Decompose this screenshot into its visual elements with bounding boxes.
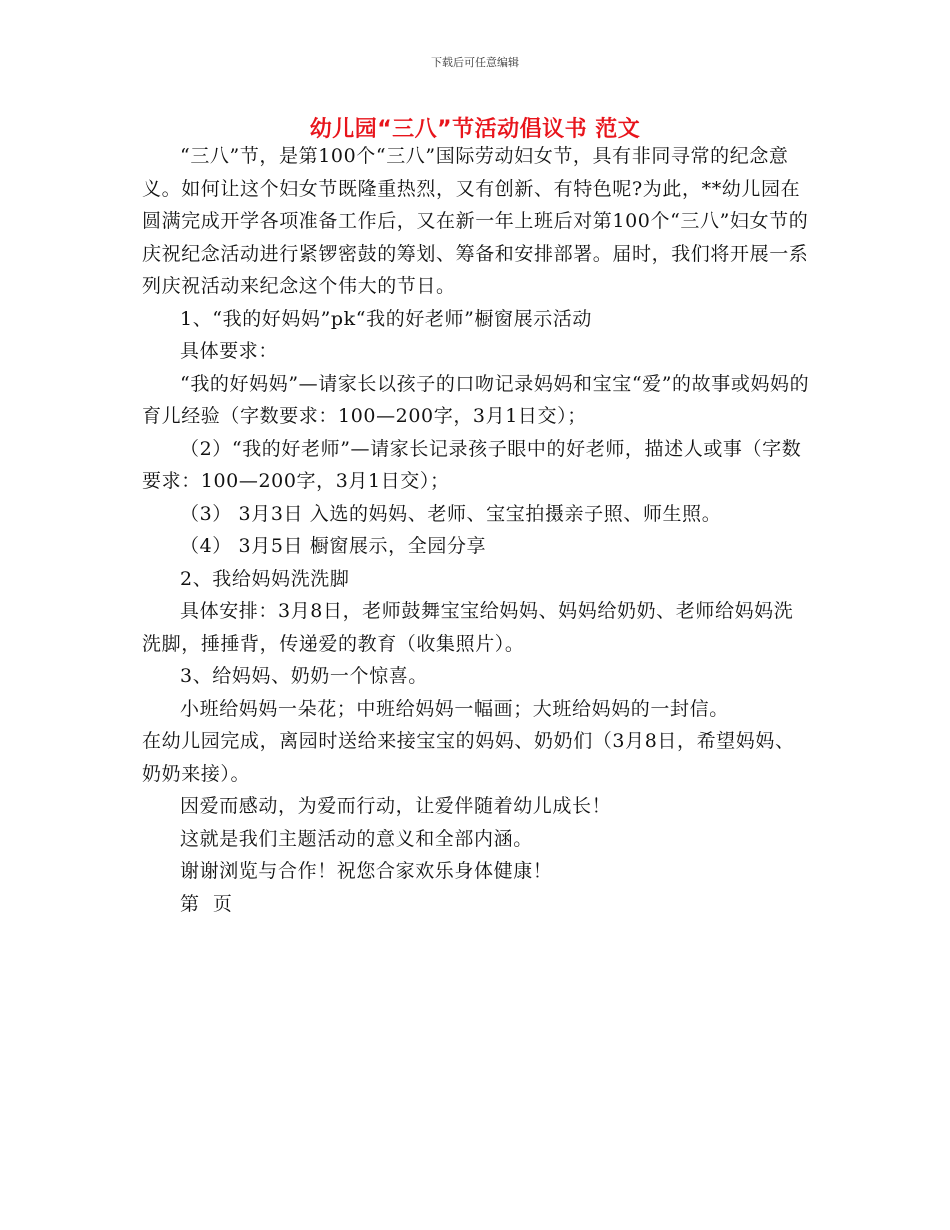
closing-line-3: 谢谢浏览与合作！祝您合家欢乐身体健康！ (180, 860, 553, 882)
closing-line-1: 因爱而感动，为爱而行动，让爱伴随着幼儿成长！ (180, 795, 612, 817)
item-3-detail: 小班给妈妈一朵花；中班给妈妈一幅画；大班给妈妈的一封信。 (180, 697, 729, 720)
requirements-label: 具体要求： (180, 340, 279, 362)
closing-line-2: 这就是我们主题活动的意义和全部内涵。 (180, 827, 533, 850)
item-3-delivery: 在幼儿园完成，离园时送给来接宝宝的妈妈、奶奶们（3月8日，希望妈妈、奶奶来接）。 (142, 730, 795, 785)
intro-paragraph: “三八”节，是第100个“三八”国际劳动妇女节，具有非同寻常的纪念意义。如何让这个妇女节既隆重热烈，又有创新、有特色呢?为此，**幼儿园在圆满完成开学各项准备工作后，又在新一年上班后对第100个“三八”妇女节的庆祝纪念活动进行紧锣密鼓的筹划、筹备和安排部署。届时，我们将开展一系列庆祝活动来纪念这个伟大的节日。 (142, 145, 809, 297)
requirement-1: “我的好妈妈”—请家长以孩子的口吻记录妈妈和宝宝“爱”的故事或妈妈的育儿经验（字数要求：100—200字，3月1日交）； (142, 372, 810, 427)
header-note: 下载后可任意编辑 (431, 56, 519, 69)
document-title: 幼儿园“三八”节活动倡议书 范文 (309, 117, 641, 142)
requirement-4: （4） 3月5日 橱窗展示，全园分享 (180, 535, 487, 557)
item-3-heading: 3、给妈妈、奶奶一个惊喜。 (180, 665, 428, 687)
item-2-heading: 2、我给妈妈洗洗脚 (180, 567, 350, 590)
requirement-2: （2）“我的好老师”—请家长记录孩子眼中的好老师，描述人或事（字数要求：100—200字，3月1日交）； (142, 437, 802, 492)
page-number: 第 页 (180, 892, 233, 915)
document-body (142, 140, 812, 920)
item-1-heading: 1、“我的好妈妈”pk“我的好老师”橱窗展示活动 (180, 307, 593, 330)
requirement-3: （3） 3月3日 入选的妈妈、老师、宝宝拍摄亲子照、师生照。 (180, 502, 722, 525)
item-2-arrangement: 具体安排：3月8日，老师鼓舞宝宝给妈妈、妈妈给奶奶、老师给妈妈洗洗脚，捶捶背，传递爱的教育（收集照片）。 (142, 600, 794, 655)
